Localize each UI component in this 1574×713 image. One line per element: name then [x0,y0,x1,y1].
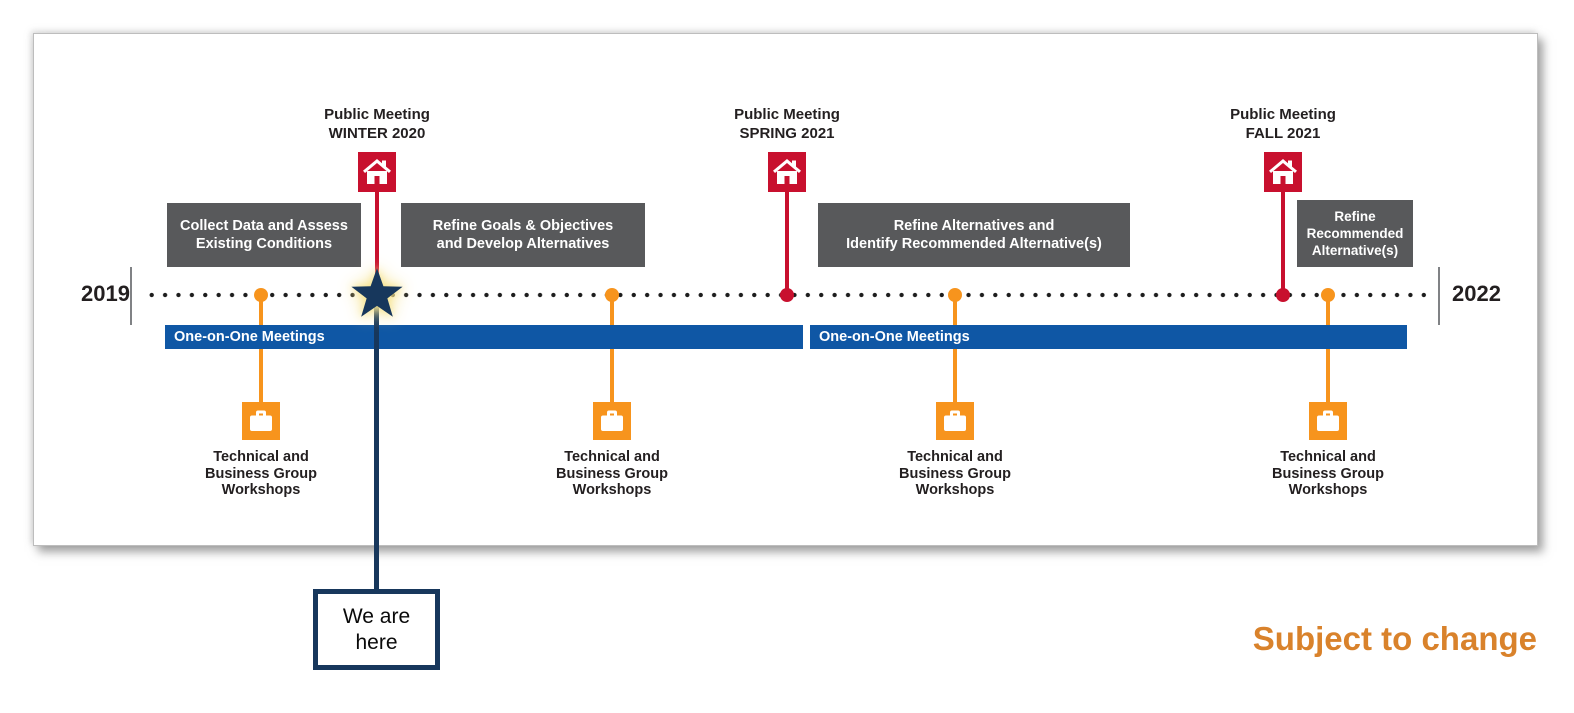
one-on-one-meetings-bar-2 [810,325,1407,349]
briefcase-icon [593,402,631,440]
public-meeting-title: Public Meeting [1230,106,1336,123]
one-on-one-meetings-bar-1 [165,325,803,349]
phase-text-line: Refine [1334,209,1376,224]
phase-text-line: Recommended [1306,226,1404,241]
workshop-text-line: Technical and [564,449,660,465]
workshop-connector [953,295,957,404]
public-meeting-connector [1281,190,1285,295]
workshop-connector [259,295,263,404]
workshop-timeline-dot [1321,288,1335,302]
workshop-text-line: Technical and [1280,449,1376,465]
timeline-start-tick [130,267,132,325]
house-icon [358,152,396,192]
workshop-connector [1326,295,1330,404]
bar-label: One-on-One Meetings [819,329,970,345]
workshop-text-line: Workshops [915,482,995,498]
phase-text-line: Collect Data and Assess [180,218,348,234]
phase-box-refine-goals [401,203,645,267]
public-meeting-date: WINTER 2020 [328,125,426,142]
phase-text-line: Alternative(s) [1311,243,1399,258]
briefcase-icon [242,402,280,440]
public-meeting-timeline-dot [1276,288,1290,302]
phase-text-line: Existing Conditions [195,236,333,252]
we-are-here-text: We are here [342,604,411,654]
public-meeting-date: FALL 2021 [1245,125,1321,142]
public-meeting-label-fall-2021 [1183,105,1383,143]
workshop-text-line: Workshops [1288,482,1368,498]
phase-box-refine-alternatives [818,203,1130,267]
workshop-text-line: Workshops [572,482,652,498]
we-are-here-box [313,589,440,670]
timeline-end-year: 2022 [1452,281,1501,306]
workshop-text-line: Business Group [899,465,1011,482]
house-icon [768,152,806,192]
public-meeting-connector [785,190,789,295]
workshop-text-line: Workshops [221,482,301,498]
workshop-timeline-dot [605,288,619,302]
workshop-text-line: Business Group [205,465,317,482]
workshop-label [1243,449,1413,499]
subject-to-change-note: Subject to change [1252,620,1537,657]
workshop-label [870,449,1040,499]
public-meeting-label-spring-2021 [687,105,887,143]
workshop-connector [610,295,614,404]
phase-text-line: Refine Alternatives and [893,218,1055,234]
workshop-label [527,449,697,499]
public-meeting-label-winter-2020 [277,105,477,143]
workshop-label [176,449,346,499]
workshop-text-line: Business Group [1272,465,1384,482]
timeline-start-year: 2019 [81,281,130,306]
workshop-timeline-dot [254,288,268,302]
phase-text-line: Refine Goals & Objectives [432,218,614,234]
public-meeting-title: Public Meeting [324,106,430,123]
phase-text-line: Identify Recommended Alternative(s) [846,236,1102,252]
workshop-text-line: Business Group [556,465,668,482]
workshop-text-line: Technical and [213,449,309,465]
public-meeting-date: SPRING 2021 [739,125,835,142]
briefcase-icon [1309,402,1347,440]
briefcase-icon [936,402,974,440]
public-meeting-timeline-dot [780,288,794,302]
house-icon [1264,152,1302,192]
phase-box-refine-recommended [1297,200,1413,267]
phase-text-line: and Develop Alternatives [436,236,610,252]
bar-label: One-on-One Meetings [174,329,325,345]
star-icon [348,266,406,324]
phase-box-collect-data [167,203,361,267]
timeline-end-tick [1438,267,1440,325]
we-are-here-connector [374,295,379,592]
workshop-timeline-dot [948,288,962,302]
workshop-text-line: Technical and [907,449,1003,465]
public-meeting-title: Public Meeting [734,106,840,123]
